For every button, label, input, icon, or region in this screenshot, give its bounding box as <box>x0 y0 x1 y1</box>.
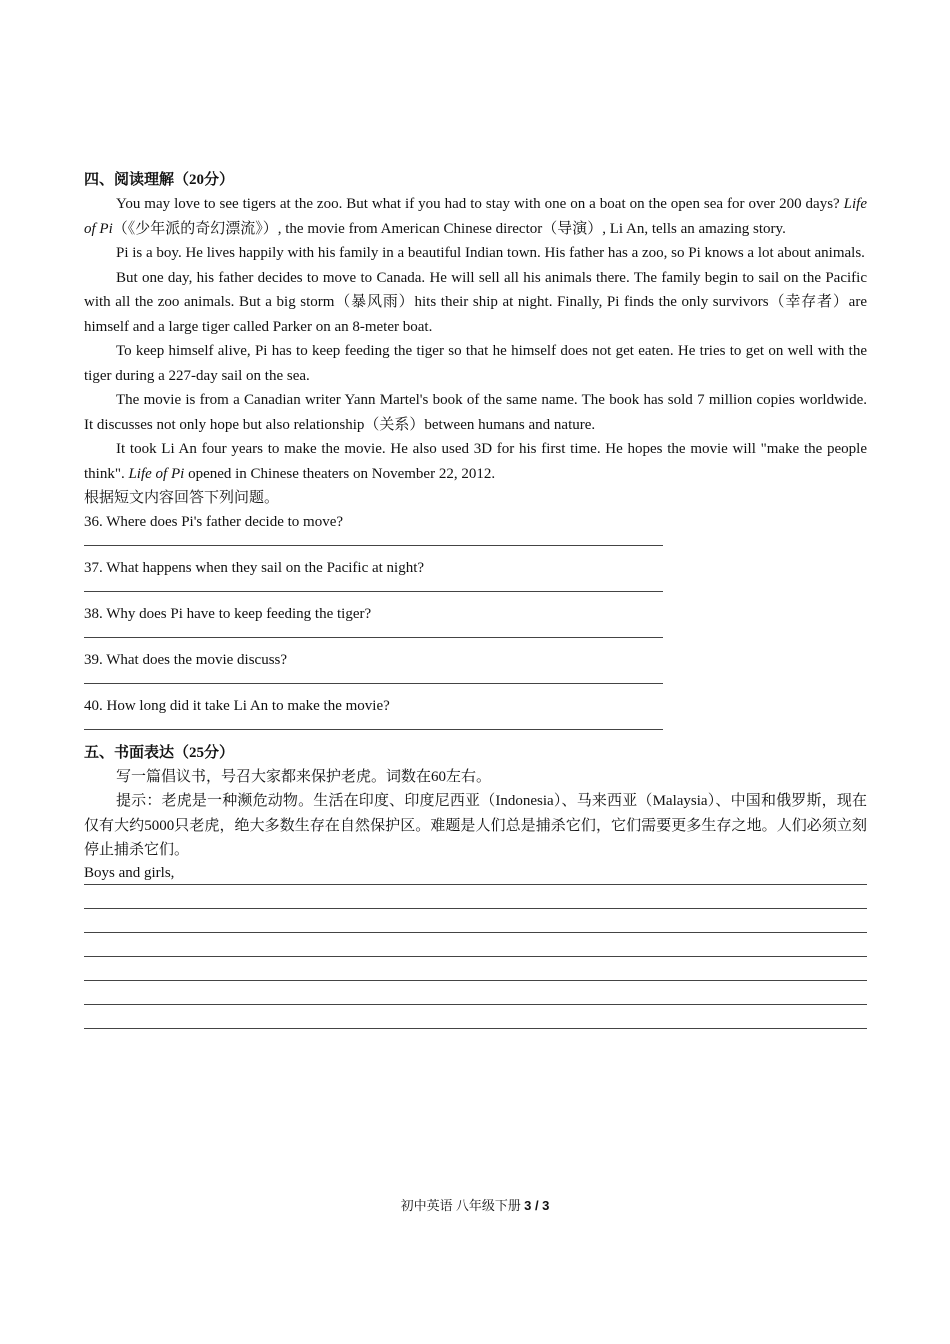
answer-line-36[interactable] <box>84 545 663 546</box>
writing-line[interactable] <box>84 1005 867 1029</box>
passage-paragraph-2: Pi is a boy. He lives happily with his family in a beautiful Indian town. His father has a zoo, so Pi knows a lot about animals. <box>116 245 865 261</box>
section-5-heading: 五、书面表达（25分） <box>84 744 235 761</box>
page-footer: 初中英语 八年级下册 3 / 3 <box>400 1198 550 1213</box>
writing-task: 写一篇倡议书，号召大家都来保护老虎。词数在60左右。 <box>116 768 492 785</box>
question-36: 36. Where does Pi's father decide to move? <box>84 513 344 530</box>
passage-paragraph-4: To keep himself alive, Pi has to keep feeding the tiger so that he himself does not get eaten. He tries to get on well with the tiger during a 227-day sail on the sea. <box>84 343 867 384</box>
writing-opening: Boys and girls, <box>84 863 867 885</box>
writing-line[interactable] <box>84 933 867 957</box>
writing-line[interactable] <box>84 885 867 909</box>
question-40: 40. How long did it take Li An to make the movie? <box>84 697 390 714</box>
reading-passage <box>84 192 867 486</box>
answer-line-40[interactable] <box>84 729 663 730</box>
writing-line[interactable] <box>84 909 867 933</box>
writing-line[interactable] <box>84 957 867 981</box>
worksheet-page <box>84 168 867 1029</box>
question-instruction: 根据短文内容回答下列问题。 <box>84 490 280 506</box>
writing-hint: 提示：老虎是一种濒危动物。生活在印度、印度尼西亚（Indonesia）、马来西亚（Malaysia）、中国和俄罗斯，现在仅有大约5000只老虎，绝大多数生存在自然保护区。难题是人们总是捕杀它们，它们需要更多生存之地。人们必须立刻停止捕杀它们。 <box>84 793 867 858</box>
passage-paragraph-5: The movie is from a Canadian writer Yann Martel's book of the same name. The book has sold 7 million copies worldwide. It discusses not only hope but also relationship（关系）between humans and nature. <box>84 392 867 433</box>
question-39: 39. What does the movie discuss? <box>84 651 288 668</box>
passage-paragraph-3: But one day, his father decides to move to Canada. He will sell all his animals there. The family begin to sail on the Pacific with all the zoo animals. But a big storm（暴风雨）hits their ship at night. Finally, Pi finds the only survivors（幸存者）are himself and a large tiger called Parker on an 8-meter boat. <box>84 269 867 335</box>
answer-line-39[interactable] <box>84 683 663 684</box>
passage-paragraph-1: You may love to see tigers at the zoo. But what if you had to stay with one on a boat on the open sea for over 200 days? Life of Pi（《少年派的奇幻漂流》）, the movie from American Chinese director（导演）, Li An, tells an amazing story. <box>84 196 867 237</box>
answer-line-37[interactable] <box>84 591 663 592</box>
writing-line[interactable] <box>84 981 867 1005</box>
answer-line-38[interactable] <box>84 637 663 638</box>
question-38: 38. Why does Pi have to keep feeding the tiger? <box>84 605 372 622</box>
passage-paragraph-6: It took Li An four years to make the movie. He also used 3D for his first time. He hopes the movie will "make the people think". Life of Pi opened in Chinese theaters on November 22, 2012. <box>84 441 867 482</box>
section-4-heading: 四、阅读理解（20分） <box>84 172 235 188</box>
page-number: 3 / 3 <box>524 1198 550 1213</box>
question-list <box>84 511 867 730</box>
writing-area[interactable] <box>84 863 867 1029</box>
question-37: 37. What happens when they sail on the Pacific at night? <box>84 559 425 576</box>
